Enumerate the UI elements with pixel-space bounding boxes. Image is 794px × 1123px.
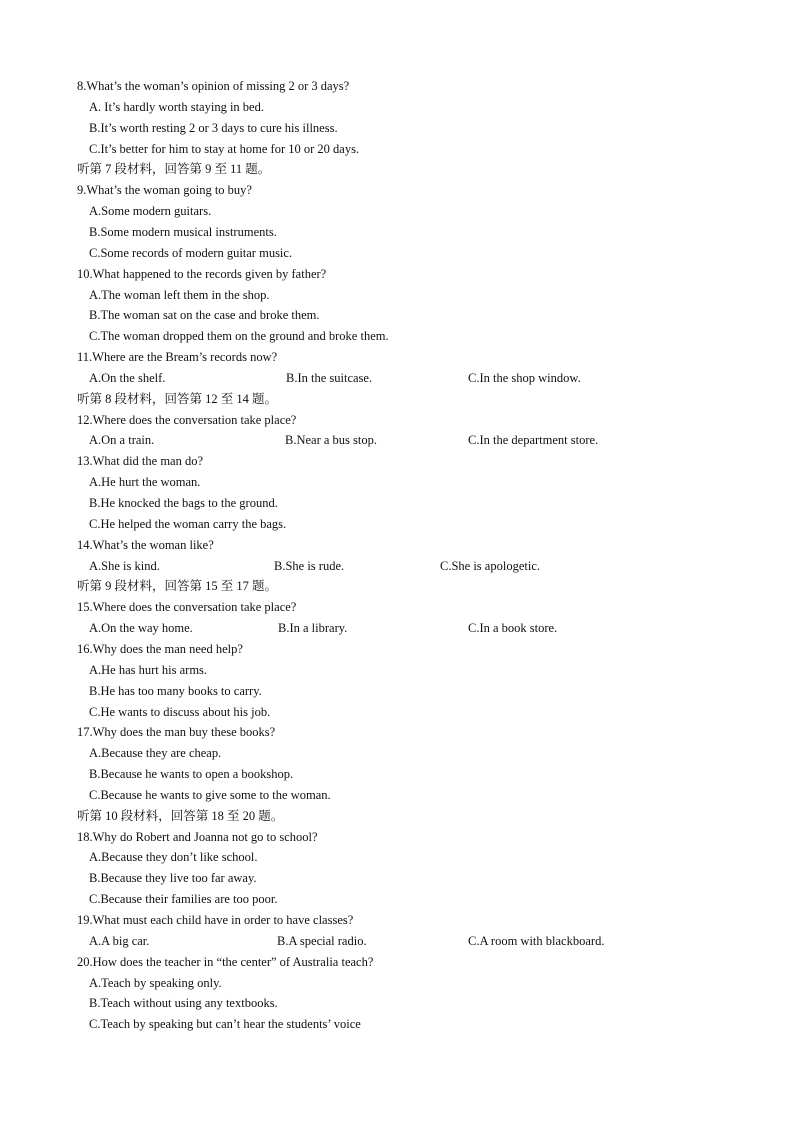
question-text: 19.What must each child have in order to have classes?: [77, 913, 354, 927]
option-text: C.The woman dropped them on the ground and broke them.: [89, 329, 389, 344]
question-text: 11.Where are the Bream’s records now?: [77, 350, 278, 365]
option-b: B.In a library.: [278, 621, 348, 636]
question-text: 16.Why does the man need help?: [77, 641, 243, 656]
option-text: C.Some records of modern guitar music.: [89, 245, 293, 260]
option-c: C.In the shop window.: [468, 370, 581, 385]
option-b: B.She is rude.: [274, 558, 345, 573]
option-c: C.In the department store.: [468, 433, 599, 448]
section-instruction: 听第 10 段材料，回答第 18 至 20 题。: [77, 808, 284, 823]
option-row: [0, 430, 794, 451]
option-text: C.Because he wants to give some to the woman.: [89, 787, 331, 802]
question-text: 18.Why do Robert and Joanna not go to school?: [77, 829, 318, 844]
option-row: [0, 556, 794, 577]
option-text: A.He hurt the woman.: [89, 475, 201, 490]
question-text: 8.What’s the woman’s opinion of missing 2 or 3 days?: [77, 79, 350, 93]
option-text: B.Some modern musical instruments.: [89, 224, 277, 239]
question-text: 13.What did the man do?: [77, 454, 204, 469]
option-a: A.On the way home.: [89, 621, 193, 636]
option-text: A.He has hurt his arms.: [89, 662, 208, 677]
option-text: A.The woman left them in the shop.: [89, 287, 270, 302]
option-text: B.Teach without using any textbooks.: [89, 996, 278, 1011]
option-c: C.In a book store.: [468, 621, 558, 636]
section-instruction: 听第 7 段材料，回答第 9 至 11 题。: [77, 162, 271, 177]
option-row: [0, 931, 794, 952]
option-text: A.Teach by speaking only.: [89, 975, 222, 990]
option-text: C.He helped the woman carry the bags.: [89, 516, 287, 531]
section-instruction: 听第 9 段材料，回答第 15 至 17 题。: [77, 579, 278, 594]
option-a: A.On the shelf.: [89, 370, 166, 385]
option-text: A.Some modern guitars.: [89, 204, 212, 219]
option-row: [0, 368, 794, 389]
question-text: 15.Where does the conversation take place?: [77, 600, 297, 615]
option-a: A.On a train.: [89, 433, 155, 448]
question-text: 12.Where does the conversation take place?: [77, 412, 297, 427]
question-text: 10.What happened to the records given by father?: [77, 266, 327, 281]
option-text: C.Because their families are too poor.: [89, 892, 278, 907]
option-text: A.Because they are cheap.: [89, 746, 222, 761]
option-text: B.It’s worth resting 2 or 3 days to cure his illness.: [89, 120, 338, 135]
option-text: C.It’s better for him to stay at home for 10 or 20 days.: [89, 141, 360, 156]
option-text: C.Teach by speaking but can’t hear the students’ voice: [89, 1017, 361, 1032]
section-instruction: 听第 8 段材料，回答第 12 至 14 题。: [77, 391, 278, 406]
option-c: C.She is apologetic.: [440, 558, 540, 573]
option-text: B.Because they live too far away.: [89, 871, 257, 886]
question-text: 14.What’s the woman like?: [77, 537, 214, 552]
question-text: 20.How does the teacher in “the center” of Australia teach?: [77, 954, 374, 969]
option-text: B.Because he wants to open a bookshop.: [89, 767, 294, 782]
question-text: 9.What’s the woman going to buy?: [77, 183, 252, 198]
option-text: B.The woman sat on the case and broke them.: [89, 308, 320, 323]
option-text: B.He knocked the bags to the ground.: [89, 496, 278, 510]
option-b: B.Near a bus stop.: [285, 433, 377, 448]
option-row: [0, 618, 794, 639]
option-b: B.In the suitcase.: [286, 370, 373, 385]
option-c: C.A room with blackboard.: [468, 933, 605, 948]
option-text: B.He has too many books to carry.: [89, 683, 262, 698]
question-text: 17.Why does the man buy these books?: [77, 725, 276, 740]
option-text: A.Because they don’t like school.: [89, 850, 258, 865]
option-b: B.A special radio.: [277, 933, 367, 948]
option-text: C.He wants to discuss about his job.: [89, 704, 271, 719]
option-a: A.She is kind.: [89, 558, 160, 573]
option-a: A.A big car.: [89, 933, 150, 948]
option-text: A. It’s hardly worth staying in bed.: [89, 99, 264, 114]
